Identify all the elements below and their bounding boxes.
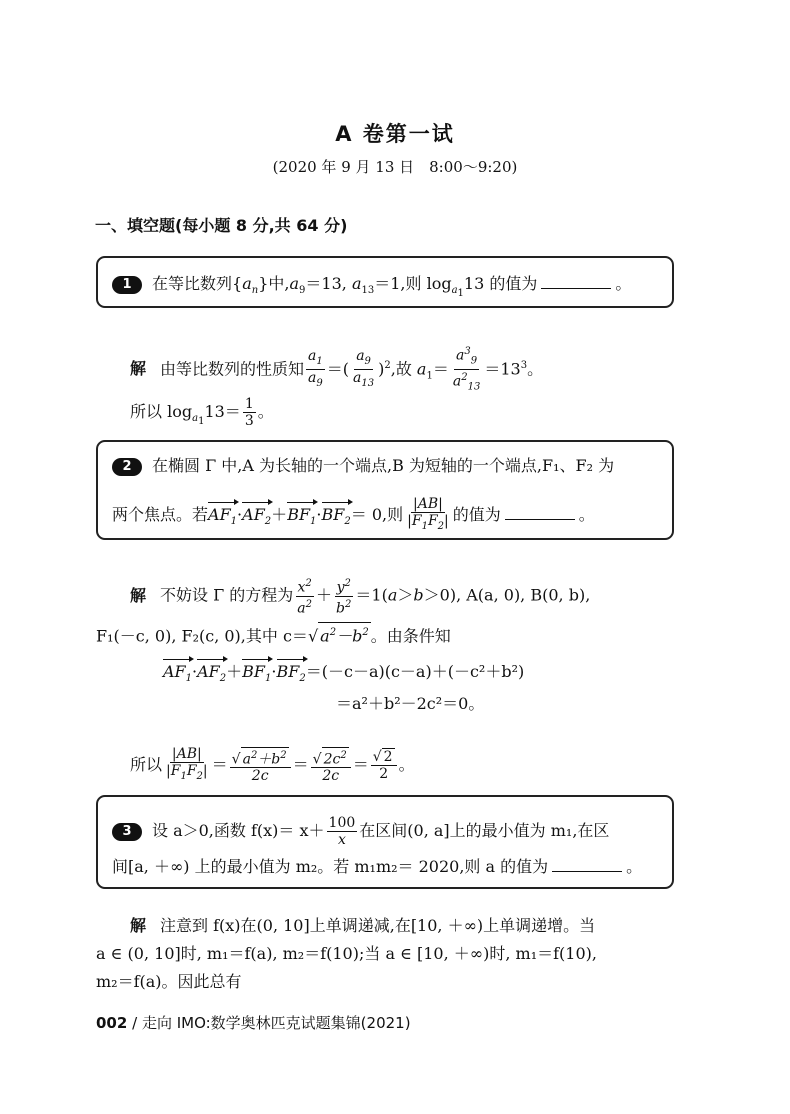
footer-separator: / bbox=[132, 1014, 138, 1032]
problem-number-badge: 1 bbox=[112, 276, 142, 294]
solution-2-line-1: 解 不妨设 Γ 的方程为 $\frac{x^2}{a^2}$ ＋ $\frac{y^2}{b^2}$ ＝1(a＞b＞0), A(a, 0), B(0, b), bbox=[130, 578, 591, 617]
answer-blank bbox=[505, 503, 575, 520]
solution-2-line-5: 所以 $\frac{|AB|}{|F_1F_2|}$ ＝ $\frac{√ a^2+b^2}{2c}$ ＝ $\frac{√ 2c^2}{2c}$ ＝ $\frac{√ 2}{2}$ 。 bbox=[130, 746, 415, 785]
solution-2-line-2: F₁(－c, 0), F₂(c, 0),其中 c＝√ $a^2-b^2$ 。由条件知 bbox=[96, 622, 451, 646]
page-number: 002 bbox=[96, 1014, 128, 1032]
solution-2-equation-2: ＝a²＋b²－2c²＝0。 bbox=[336, 694, 485, 713]
page-footer bbox=[96, 1012, 411, 1033]
book-title: 走向 IMO:数学奥林匹克试题集锦(2021) bbox=[141, 1014, 411, 1032]
problem-3-line-1: 3 设 a＞0,函数 f(x)＝ x＋ $\frac{100}{x}$ 在区间(0, a]上的最小值为 m₁,在区 bbox=[112, 815, 609, 848]
problem-1-box bbox=[96, 256, 674, 308]
problem-2-line-1: 2 在椭圆 Γ 中,A 为长轴的一个端点,B 为短轴的一个端点,F₁、F₂ 为 bbox=[112, 456, 614, 476]
solution-3-line-3: m₂＝f(a)。因此总有 bbox=[96, 972, 242, 991]
problem-2-box bbox=[96, 440, 674, 540]
problem-3-box bbox=[96, 795, 674, 889]
solution-1-line-1: 解 由等比数列的性质知 $\frac{a_1}{a_9}$ ＝( $\frac{a_9}{a_{13}}$ )$^2$,故 $a_1=$ $\frac{a^3_9}{a^2_{13}}$ $=13^3$。 bbox=[130, 346, 544, 393]
exam-date: (2020 年 9 月 13 日 8:00～9:20) bbox=[272, 158, 518, 176]
page-title: A 卷第一试 bbox=[335, 122, 455, 146]
problem-1-text: 1 在等比数列$\{a_n\}$中$,a_9=13$, $a_{13}=1$,则 $\log_{a_1}13$ 的值为 。 bbox=[112, 272, 631, 304]
answer-blank bbox=[552, 855, 622, 872]
solution-3-line-1: 解 注意到 f(x)在(0, 10]上单调递减,在[10, ＋∞)上单调递增。当 bbox=[130, 916, 596, 935]
problem-3-line-2: 间[a, ＋∞) 上的最小值为 m₂。若 m₁m₂＝ 2020,则 a 的值为 。 bbox=[112, 857, 643, 876]
section-heading: 一、填空题(每小题 8 分,共 64 分) bbox=[95, 216, 348, 235]
solution-3-line-2: a ∈ (0, 10]时, m₁＝f(a), m₂＝f(10);当 a ∈ [10, ＋∞)时, m₁＝f(10), bbox=[96, 944, 597, 963]
problem-number-badge: 3 bbox=[112, 823, 142, 841]
problem-2-line-2: 两个焦点。若$AF_1\cdot AF_2+BF_1\cdot BF_2= 0$,则 $\frac{|AB|}{|F_1F_2|}$ 的值为 。 bbox=[112, 496, 595, 532]
solution-1-line-2: 所以 $\log_{a_1}13=$ $\frac{1}{3}$ 。 bbox=[130, 396, 274, 429]
problem-number-badge: 2 bbox=[112, 458, 142, 476]
answer-blank bbox=[541, 272, 611, 289]
solution-2-equation-1: $AF_1\cdot AF_2+BF_1\cdot BF_2=(-c-a)(c-a)+(-c^2+b^2)$ bbox=[163, 662, 524, 689]
